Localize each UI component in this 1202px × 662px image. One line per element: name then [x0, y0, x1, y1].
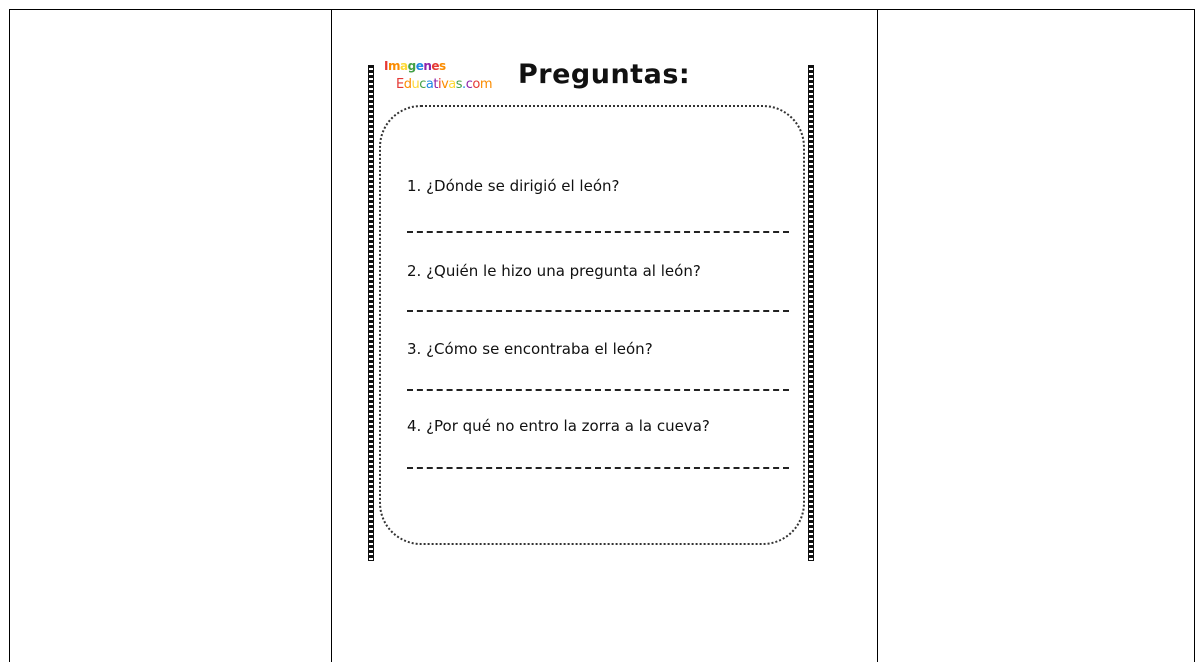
questions-box	[379, 105, 805, 545]
worksheet-image	[368, 55, 820, 565]
question-2: 2. ¿Quién le hizo una pregunta al león?	[407, 262, 701, 280]
question-3: 3. ¿Cómo se encontraba el león?	[407, 340, 653, 358]
question-4: 4. ¿Por qué no entro la zorra a la cueva?	[407, 417, 710, 435]
answer-line-2	[407, 310, 789, 312]
logo-line-1: Imagenes	[384, 59, 446, 73]
film-strip-border-left	[368, 65, 374, 561]
question-1: 1. ¿Dónde se dirigió el león?	[407, 177, 620, 195]
worksheet-title: Preguntas:	[518, 59, 691, 90]
imagenes-educativas-logo	[384, 59, 494, 101]
answer-line-1	[407, 231, 789, 233]
film-strip-border-right	[808, 65, 814, 561]
logo-line-2: Educativas.com	[396, 77, 492, 92]
table-column-divider-left	[331, 10, 332, 662]
answer-line-4	[407, 467, 789, 469]
table-column-divider-right	[877, 10, 878, 662]
answer-line-3	[407, 389, 789, 391]
